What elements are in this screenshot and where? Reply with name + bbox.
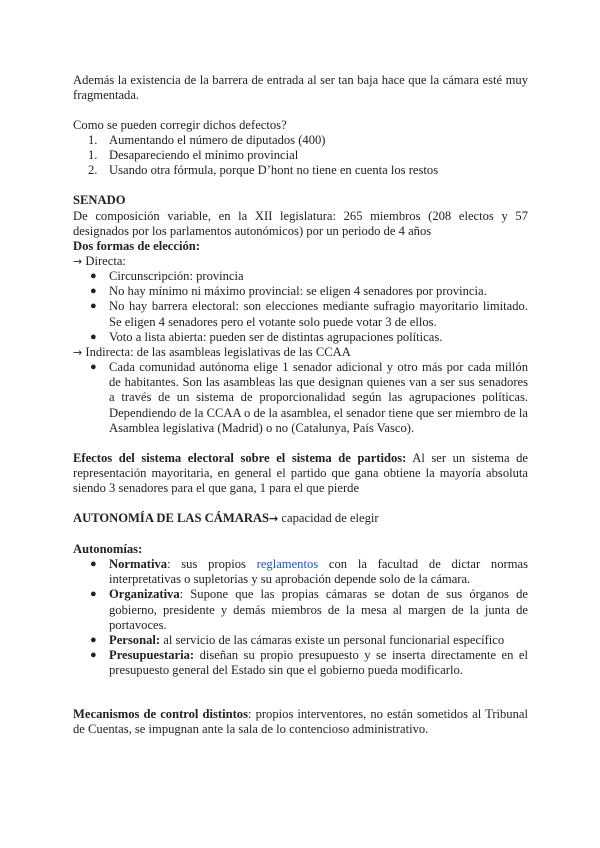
bullet-icon: ● bbox=[90, 558, 97, 570]
list-item: 1. Desapareciendo el mínimo provincial bbox=[88, 148, 299, 163]
indirect-label: → Indirecta: de las asambleas legislativas de las CCAA bbox=[73, 345, 351, 359]
list-item: ● No hay barrera electoral: son elecciones mediante sufragio mayoritario limitado. Se eligen 4 senadores pero el votante solo puede votar 3 de ellos. bbox=[90, 299, 528, 329]
autonomias-subheading: Autonomías: bbox=[73, 542, 143, 556]
reglamentos-link[interactable]: reglamentos bbox=[256, 557, 319, 571]
effects-paragraph: Efectos del sistema electoral sobre el sistema de partidos: Al ser un sistema de representación mayoritaria, en general el partido que gana obtiene la mayoría absoluta siendo 3 senadores para el que gana, 1 para el que pierde bbox=[73, 451, 528, 496]
list-item: ● Organizativa: Supone que las propias cámaras se dotan de sus órganos de gobierno, presidente y demás miembros de la mesa al margen de la junta de portavoces. bbox=[90, 587, 528, 632]
autonomia-heading: AUTONOMÍA DE LAS CÁMARAS→ capacidad de elegir bbox=[73, 511, 379, 525]
arrow-right-icon: → bbox=[73, 255, 83, 268]
direct-label: → Directa: bbox=[73, 254, 126, 268]
arrow-right-icon: → bbox=[73, 346, 83, 359]
fragmented-paragraph: Además la existencia de la barrera de entrada al ser tan baja hace que la cámara esté muy fragmentada. bbox=[73, 73, 528, 103]
bullet-icon: ● bbox=[90, 300, 97, 313]
list-item: ● Presupuestaria: diseñan su propio presupuesto y se inserta directamente en el presupuesto general del Estado sin que el gobierno pueda modificarlo. bbox=[90, 648, 528, 678]
list-item: 2. Usando otra fórmula, porque D’hont no tiene en cuenta los restos bbox=[88, 163, 439, 178]
bullet-icon: ● bbox=[90, 634, 97, 647]
bullet-icon: ● bbox=[90, 330, 97, 343]
control-paragraph: Mecanismos de control distintos: propios interventores, no están sometidos al Tribunal de Cuentas, se impugnan ante la sala de lo contencioso administrativo. bbox=[73, 707, 528, 737]
list-item: ● Cada comunidad autónoma elige 1 senador adicional y otro más por cada millón de habitantes. Son las asambleas las que designan quienes van a ser sus senadores a través de un sistema de proporcionalidad según las agrupaciones políticas. Dependiendo de la CCAA o de la asamblea, el senador tiene que ser miembro de la Asamblea legislativa (Madrid) o no (Catalunya, País Vasco). bbox=[90, 360, 528, 435]
bullet-icon: ● bbox=[90, 270, 97, 282]
forms-heading: Dos formas de elección: bbox=[73, 239, 200, 253]
list-item: ● Circunscripción: provincia bbox=[90, 269, 244, 283]
senado-composition: De composición variable, en la XII legislatura: 265 miembros (208 electos y 57 designados por los parlamentos autonómicos) por un periodo de 4 años bbox=[73, 209, 528, 239]
senado-heading: SENADO bbox=[73, 193, 126, 207]
bullet-icon: ● bbox=[90, 285, 97, 298]
arrow-right-icon: → bbox=[269, 512, 279, 525]
fixes-list bbox=[73, 133, 528, 179]
list-item: ● No hay mínimo ni máximo provincial: se eligen 4 senadores por provincia. bbox=[90, 284, 487, 299]
bullet-icon: ● bbox=[90, 649, 97, 662]
list-item: 1. Aumentando el número de diputados (400) bbox=[88, 133, 326, 147]
list-item: ● Normativa: sus propios reglamentos con la facultad de dictar normas interpretativas o supletorias y su aprobación depende solo de la cámara. bbox=[90, 557, 528, 587]
bullet-icon: ● bbox=[90, 588, 97, 601]
list-item: ● Voto a lista abierta: pueden ser de distintas agrupaciones políticas. bbox=[90, 329, 443, 344]
indirect-list bbox=[73, 360, 528, 436]
direct-list bbox=[73, 269, 528, 345]
autonomias-list bbox=[73, 557, 528, 679]
bullet-icon: ● bbox=[90, 361, 97, 373]
question-line: Como se pueden corregir dichos defectos? bbox=[73, 118, 287, 132]
list-item: ● Personal: al servicio de las cámaras existe un personal funcionarial específico bbox=[90, 633, 505, 648]
